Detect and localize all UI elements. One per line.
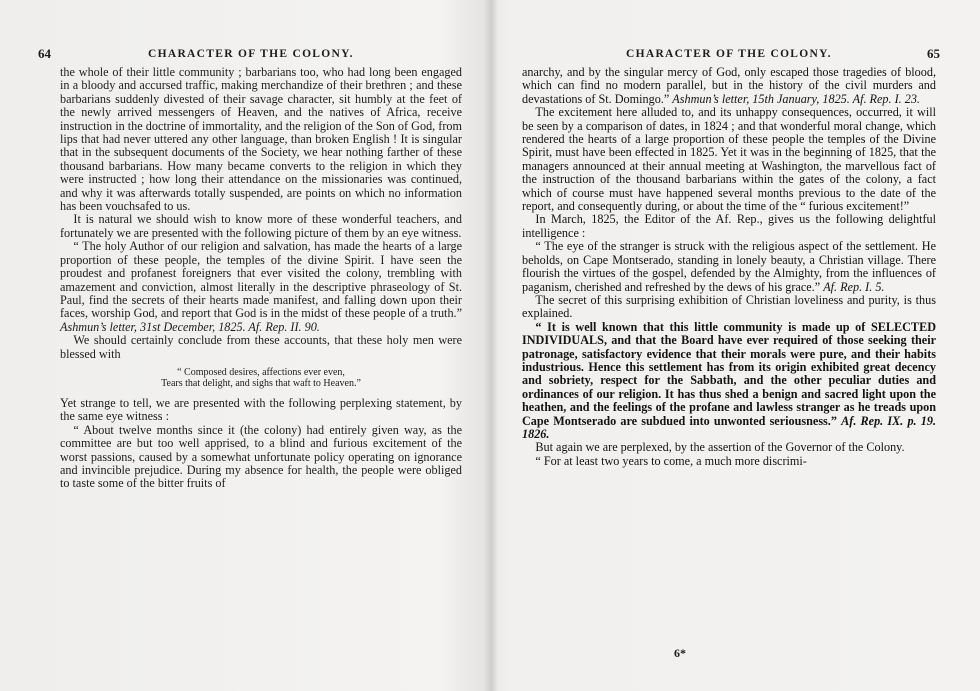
left-para-2: It is natural we should wish to know more of these wonderful teachers, and fortunately we are presented with the following picture of them by an eye witness. bbox=[60, 212, 462, 240]
right-page-header bbox=[522, 46, 940, 66]
left-para-4: We should certainly conclude from these accounts, that these holy men were blessed with bbox=[60, 333, 462, 361]
left-page-header bbox=[38, 46, 462, 66]
right-para-5: The secret of this surprising exhibition of Christian loveliness and purity, is thus explained. bbox=[522, 292, 936, 321]
right-para-3: In March, 1825, the Editor of the Af. Rep., gives us the following delightful intelligence : bbox=[522, 212, 936, 240]
right-para-4-text: “ The eye of the stranger is struck with the religious aspect of the settlement. He beholds, on Cape Montserado, standing in lonely beauty, a Christian village. There flourish the virtues of the gospel, defended by the Almighty, from the influences of paganism, cherished and refreshed by the dews of his grace.” bbox=[522, 239, 936, 294]
left-para-3-quote bbox=[60, 240, 462, 334]
right-page bbox=[522, 46, 940, 660]
right-para-1-source: Ashmun’s letter, 15th January, 1825. Af. Rep. I. 23. bbox=[672, 91, 920, 106]
right-running-head: CHARACTER OF THE COLONY. bbox=[626, 48, 832, 60]
signature-mark: 6* bbox=[674, 646, 686, 660]
right-para-8: “ For at least two years to come, a much more discrimi- bbox=[535, 453, 807, 468]
verse-line-2: Tears that delight, and sighs that waft to Heaven.” bbox=[161, 377, 361, 389]
right-para-2: The excitement here alluded to, and its unhappy consequences, occurred, it will be seen by a comparison of dates, in 1824 ; and that wonderful moral change, which rendered the hearts of a large proportion of these people the temples of the Divine Spirit, must have been effected in 1825. Yet it was in the beginning of 1825, that the managers announced at their annual meeting at Washington, the marvellous fact of the instruction of the thousand barbarians within the gates of the colony, a fact which of course must have happened several months previous to the date of the report, and consequently during, or about the time of the “ furious excitement!” bbox=[522, 105, 936, 214]
left-quote-text: “ The holy Author of our religion and salvation, has made the hearts of a large proportion of these people, the temples of the divine Spirit. I have seen the proudest and profanest foreigners that ever visited the colony, trembling with amazement and conviction, almost literally in the descriptive phraseology of St. Paul, find the secrets of their hearts made manifest, and falling down upon their faces, worship God, and report that God is in the midst of these people of a truth.” bbox=[60, 239, 462, 321]
right-para-1 bbox=[522, 66, 936, 106]
right-para-4-quote bbox=[522, 240, 936, 294]
left-page-number: 64 bbox=[38, 46, 51, 61]
left-page bbox=[38, 46, 462, 491]
left-para-6-quote: “ About twelve months since it (the colony) had entirely given way, as the committee are but too well apprised, to a blind and furious excitement of the worst passions, caused by a somewhat unfortunate policy operating on ignorance and invincible prejudice. During my absence for health, the people were obliged to taste some of the bitter fruits of bbox=[60, 422, 462, 491]
verse-line-1: “ Composed desires, affections ever even, bbox=[177, 366, 345, 378]
left-running-head: CHARACTER OF THE COLONY. bbox=[148, 48, 354, 60]
right-para-1-text: anarchy, and by the singular mercy of God, only escaped those tragedies of blood, which can find no modern parallel, but in the history of the civil murders and devastations of St. Domingo.” bbox=[522, 65, 936, 106]
left-para-5: Yet strange to tell, we are presented with the following perplexing statement, by the same eye witness : bbox=[60, 395, 462, 424]
left-quote-source: Ashmun’s letter, 31st December, 1825. Af. Rep. II. 90. bbox=[60, 319, 320, 334]
right-page-number: 65 bbox=[927, 46, 940, 61]
verse-quote bbox=[60, 367, 462, 389]
right-para-6-quote bbox=[522, 321, 936, 442]
right-para-7: But again we are perplexed, by the assertion of the Governor of the Colony. bbox=[535, 440, 905, 455]
right-para-6-source: Af. Rep. IX. p. 19. 1826. bbox=[522, 413, 936, 441]
right-para-4-source: Af. Rep. I. 5. bbox=[823, 279, 885, 294]
left-para-1: the whole of their little community ; barbarians too, who had long been engaged in a bloody and accursed traffic, making merchandize of their brethren ; and these barbarians suddenly divested of their savage character, sit humbly at the feet of the newly arrived messengers of Heaven, and the natives of Africa, receive instruction in the doctrine of immortality, and the religion of the Son of God, from lips that had never uttered any other language, than broken English ! It is singular that in the subsequent documents of the Society, we hear nothing farther of these thousand barbarians. How many became converts to the religion in which they were instructed ; how long their attendance on the missionaries was continued, and why it was afterwards totally suspended, are points on which no information has been vouchsafed to us. bbox=[60, 65, 462, 214]
right-para-6-text: “ It is well known that this little community is made up of SELECTED INDIVIDUALS, and that the Board have ever required of those seeking their patronage, satisfactory evidence that their morals were pure, and their habits industrious. Hence this settlement has from its origin exhibited great decency and sobriety, respect for the Sabbath, and the other peculiar duties and ordinances of our religion. It has thus shed a benign and sacred light upon the heathen, and the feelings of the profane and lawless stranger as he treads upon Cape Montserado are subdued into unwonted seriousness.” bbox=[522, 319, 936, 428]
book-gutter bbox=[484, 0, 498, 691]
